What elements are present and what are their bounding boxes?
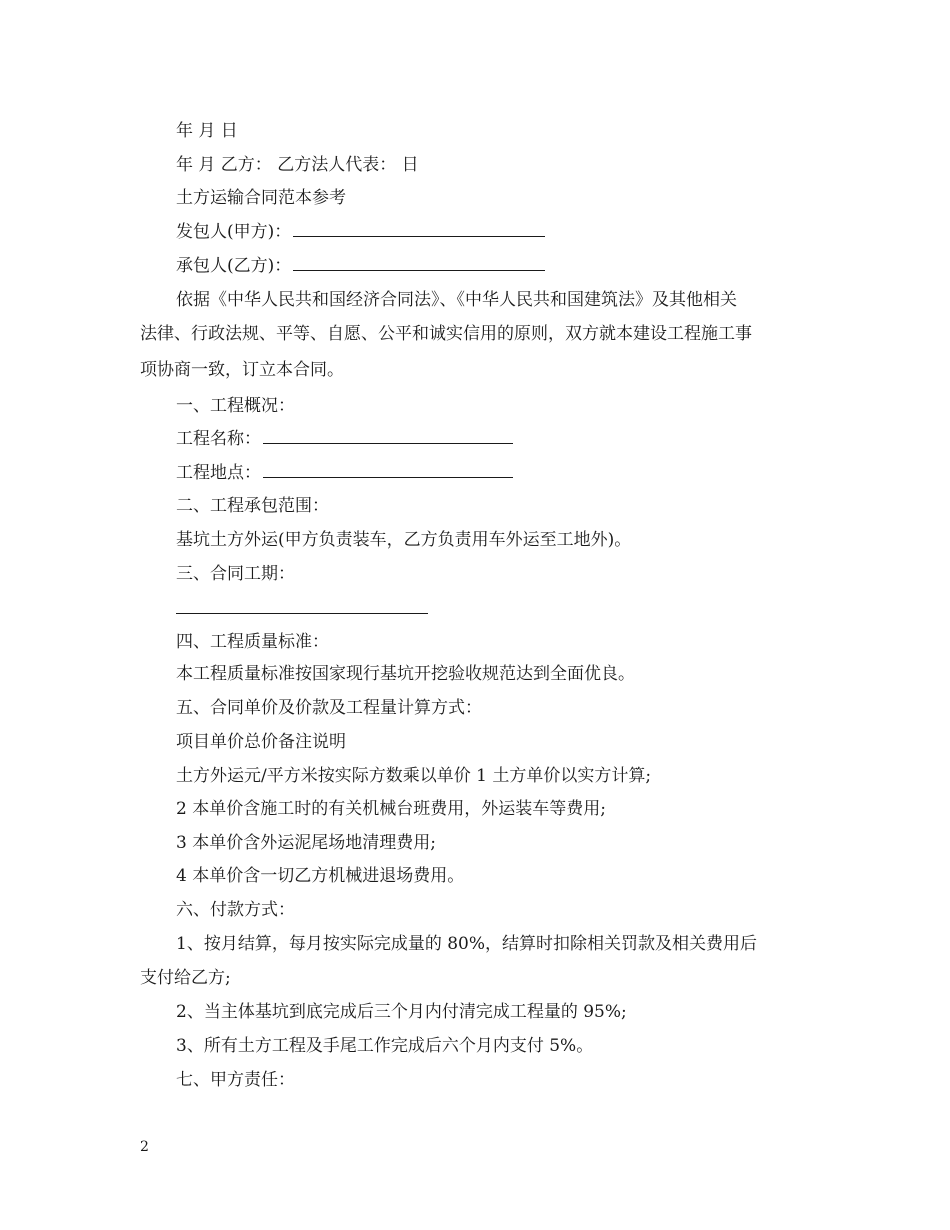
price-item-1: 土方外运元/平方米按实际方数乘以单价 1 土方单价以实方计算;	[176, 766, 652, 786]
contractor-field	[176, 255, 856, 277]
date-line: 年 月 日	[176, 121, 238, 141]
scope-text: 基坑土方外运(甲方负责装车，乙方负责用车外运至工地外)。	[176, 530, 632, 550]
price-note-2: 2 本单价含施工时的有关机械台班费用，外运装车等费用;	[176, 799, 606, 819]
document-title: 土方运输合同范本参考	[176, 188, 346, 208]
project-location-blank	[263, 463, 513, 478]
section-4-heading: 四、工程质量标准：	[176, 632, 329, 652]
contractor-label: 承包人(乙方)：	[176, 256, 292, 276]
preamble-line-1: 依据《中华人民共和国经济合同法》、《中华人民共和国建筑法》及其他相关	[176, 290, 737, 310]
price-note-3: 3 本单价含外运泥尾场地清理费用;	[176, 833, 436, 853]
quality-standard-text: 本工程质量标准按国家现行基坑开挖验收规范达到全面优良。	[176, 664, 635, 684]
page-number: 2	[140, 1139, 149, 1155]
payment-term-2: 2、当主体基坑到底完成后三个月内付清完成工程量的 95%;	[176, 1002, 627, 1022]
project-name-blank	[263, 429, 513, 444]
payment-term-1-line-1: 1、按月结算，每月按实际完成量的 80%，结算时扣除相关罚款及相关费用后	[176, 934, 758, 954]
duration-blank	[176, 613, 428, 614]
section-5-heading: 五、合同单价及价款及工程量计算方式：	[176, 698, 482, 718]
payment-term-1-line-2: 支付给乙方;	[140, 968, 231, 988]
signature-line: 年 月 乙方： 乙方法人代表： 日	[176, 155, 419, 175]
section-1-heading: 一、工程概况：	[176, 396, 295, 416]
section-6-heading: 六、付款方式：	[176, 900, 295, 920]
employer-blank	[293, 222, 545, 237]
project-name-field	[176, 428, 856, 450]
employer-label: 发包人(甲方)：	[176, 222, 292, 242]
section-7-heading: 七、甲方责任：	[176, 1070, 295, 1090]
payment-term-3: 3、所有土方工程及手尾工作完成后六个月内支付 5%。	[176, 1036, 594, 1056]
section-3-heading: 三、合同工期：	[176, 564, 295, 584]
preamble-line-2: 法律、行政法规、平等、自愿、公平和诚实信用的原则，双方就本建设工程施工事	[140, 324, 752, 344]
project-location-field	[176, 462, 856, 484]
price-table-header: 项目单价总价备注说明	[176, 732, 346, 752]
preamble-line-3: 项协商一致，订立本合同。	[140, 360, 344, 380]
contractor-blank	[293, 256, 545, 271]
price-note-4: 4 本单价含一切乙方机械进退场费用。	[176, 866, 465, 886]
project-name-label: 工程名称：	[176, 429, 261, 449]
section-2-heading: 二、工程承包范围：	[176, 496, 329, 516]
employer-field	[176, 221, 856, 243]
project-location-label: 工程地点：	[176, 463, 261, 483]
